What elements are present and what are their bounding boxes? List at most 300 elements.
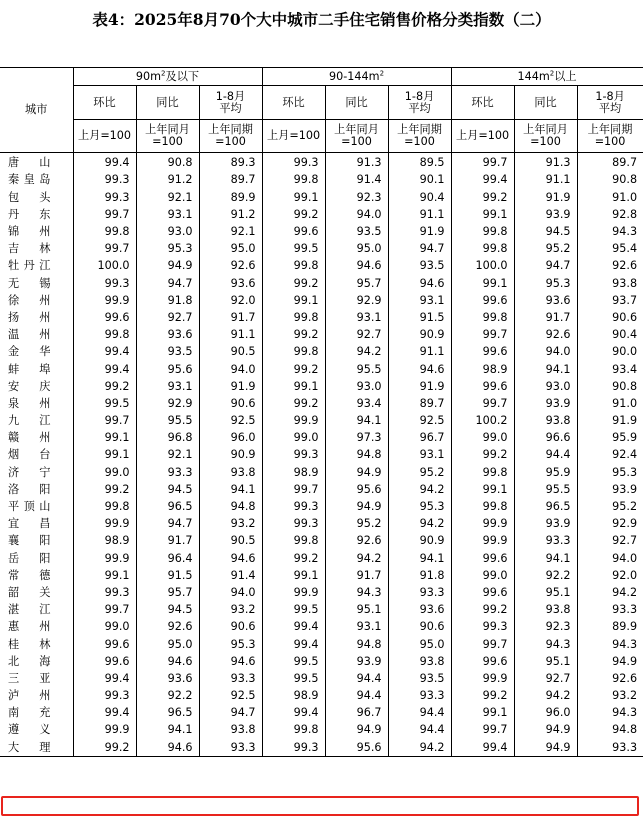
value-cell: 96.5 xyxy=(514,498,577,515)
value-cell: 95.2 xyxy=(577,498,643,515)
value-cell: 99.8 xyxy=(262,721,325,738)
value-cell: 99.3 xyxy=(73,687,136,704)
value-cell: 92.9 xyxy=(325,292,388,309)
value-cell: 94.9 xyxy=(136,257,199,274)
table-row xyxy=(0,240,643,257)
value-cell: 89.9 xyxy=(199,189,262,206)
value-cell: 92.6 xyxy=(577,670,643,687)
value-cell: 94.7 xyxy=(388,240,451,257)
value-cell: 92.2 xyxy=(514,567,577,584)
table-row xyxy=(0,515,643,532)
value-cell: 93.1 xyxy=(388,292,451,309)
group-header-small: $90m^2$及以下 xyxy=(73,68,262,86)
value-cell: 92.1 xyxy=(199,223,262,240)
value-cell: 99.6 xyxy=(73,635,136,652)
city-cell: 南充 xyxy=(8,706,51,720)
table-row xyxy=(0,464,643,481)
value-cell: 99.8 xyxy=(73,326,136,343)
value-cell: 94.0 xyxy=(199,360,262,377)
city-cell: 宜昌 xyxy=(8,517,51,531)
value-cell: 90.8 xyxy=(136,153,199,172)
value-cell: 92.1 xyxy=(136,189,199,206)
value-cell: 94.9 xyxy=(577,653,643,670)
value-cell: 99.8 xyxy=(451,309,514,326)
value-cell: 90.6 xyxy=(388,618,451,635)
table-row xyxy=(0,498,643,515)
value-cell: 90.8 xyxy=(577,378,643,395)
value-cell: 94.6 xyxy=(199,653,262,670)
value-cell: 99.4 xyxy=(262,635,325,652)
value-cell: 99.2 xyxy=(73,481,136,498)
value-cell: 91.9 xyxy=(199,378,262,395)
value-cell: 99.3 xyxy=(73,275,136,292)
value-cell: 94.1 xyxy=(325,412,388,429)
value-cell: 94.1 xyxy=(514,360,577,377)
table-row xyxy=(0,618,643,635)
value-cell: 99.2 xyxy=(262,550,325,567)
value-cell: 89.3 xyxy=(199,153,262,172)
value-cell: 99.4 xyxy=(73,704,136,721)
value-cell: 99.4 xyxy=(73,360,136,377)
subheader-cell: 1-8月 平均 xyxy=(388,86,451,120)
value-cell: 93.6 xyxy=(388,601,451,618)
value-cell: 99.6 xyxy=(451,378,514,395)
value-cell: 93.1 xyxy=(325,618,388,635)
value-cell: 99.0 xyxy=(451,429,514,446)
value-cell: 94.6 xyxy=(136,653,199,670)
value-cell: 99.3 xyxy=(451,618,514,635)
value-cell: 99.2 xyxy=(451,446,514,463)
value-cell: 94.6 xyxy=(388,360,451,377)
value-cell: 93.8 xyxy=(199,721,262,738)
value-cell: 92.5 xyxy=(199,687,262,704)
value-cell: 92.6 xyxy=(199,257,262,274)
value-cell: 96.5 xyxy=(136,498,199,515)
table-row xyxy=(0,257,643,274)
city-cell: 九江 xyxy=(8,414,51,428)
value-cell: 99.3 xyxy=(73,189,136,206)
value-cell: 99.9 xyxy=(73,721,136,738)
value-cell: 94.8 xyxy=(199,498,262,515)
value-cell: 99.8 xyxy=(262,257,325,274)
value-cell: 99.7 xyxy=(73,240,136,257)
value-cell: 99.2 xyxy=(451,601,514,618)
value-cell: 90.8 xyxy=(577,171,643,188)
value-cell: 94.3 xyxy=(577,635,643,652)
value-cell: 93.8 xyxy=(514,601,577,618)
value-cell: 99.9 xyxy=(73,292,136,309)
value-cell: 91.7 xyxy=(136,532,199,549)
value-cell: 95.3 xyxy=(514,275,577,292)
city-cell: 蚌埠 xyxy=(8,362,51,376)
value-cell: 99.5 xyxy=(262,601,325,618)
value-cell: 98.9 xyxy=(73,532,136,549)
value-cell: 91.9 xyxy=(388,223,451,240)
value-cell: 99.1 xyxy=(451,481,514,498)
table-row xyxy=(0,275,643,292)
value-cell: 99.8 xyxy=(262,309,325,326)
subheader-cell: 环比 xyxy=(262,86,325,120)
value-cell: 90.1 xyxy=(388,171,451,188)
value-cell: 94.6 xyxy=(136,739,199,757)
value-cell: 90.9 xyxy=(388,532,451,549)
value-cell: 99.6 xyxy=(451,292,514,309)
city-cell: 平顶山 xyxy=(8,500,51,514)
value-cell: 89.7 xyxy=(577,153,643,172)
value-cell: 94.8 xyxy=(577,721,643,738)
value-cell: 99.6 xyxy=(451,584,514,601)
value-cell: 93.5 xyxy=(136,343,199,360)
table-row xyxy=(0,670,643,687)
city-cell: 包头 xyxy=(8,190,51,204)
value-cell: 99.4 xyxy=(73,153,136,172)
subheader-cell: 同比 xyxy=(136,86,199,120)
value-cell: 93.9 xyxy=(514,395,577,412)
value-cell: 94.9 xyxy=(325,498,388,515)
value-cell: 99.6 xyxy=(262,223,325,240)
table-row xyxy=(0,153,643,172)
table-row xyxy=(0,601,643,618)
value-cell: 99.9 xyxy=(73,515,136,532)
value-cell: 91.7 xyxy=(199,309,262,326)
value-cell: 99.4 xyxy=(451,171,514,188)
value-cell: 94.7 xyxy=(199,704,262,721)
value-cell: 93.8 xyxy=(199,464,262,481)
value-cell: 99.9 xyxy=(451,515,514,532)
value-cell: 97.3 xyxy=(325,429,388,446)
value-cell: 99.7 xyxy=(451,635,514,652)
value-cell: 99.3 xyxy=(262,739,325,757)
value-cell: 99.7 xyxy=(451,326,514,343)
city-cell: 秦皇岛 xyxy=(8,173,51,187)
city-cell: 三亚 xyxy=(8,671,51,685)
value-cell: 90.5 xyxy=(199,532,262,549)
value-cell: 99.8 xyxy=(73,498,136,515)
value-cell: 92.7 xyxy=(325,326,388,343)
value-cell: 95.1 xyxy=(514,584,577,601)
value-cell: 93.9 xyxy=(514,515,577,532)
city-cell: 吉林 xyxy=(8,242,51,256)
value-cell: 93.5 xyxy=(388,257,451,274)
value-cell: 94.7 xyxy=(136,515,199,532)
value-cell: 94.3 xyxy=(577,704,643,721)
table-row xyxy=(0,326,643,343)
value-cell: 90.9 xyxy=(199,446,262,463)
base-header-cell: 上月=100 xyxy=(262,120,325,153)
subheader-cell: 环比 xyxy=(451,86,514,120)
value-cell: 93.6 xyxy=(136,326,199,343)
table-row xyxy=(0,721,643,738)
value-cell: 93.6 xyxy=(136,670,199,687)
value-cell: 99.8 xyxy=(451,240,514,257)
value-cell: 96.8 xyxy=(136,429,199,446)
base-header-cell: 上月=100 xyxy=(451,120,514,153)
value-cell: 99.8 xyxy=(262,532,325,549)
value-cell: 93.3 xyxy=(199,670,262,687)
value-cell: 99.4 xyxy=(262,618,325,635)
value-cell: 95.0 xyxy=(136,635,199,652)
value-cell: 93.8 xyxy=(388,653,451,670)
value-cell: 96.4 xyxy=(136,550,199,567)
base-header-cell: 上年同月 =100 xyxy=(514,120,577,153)
value-cell: 92.5 xyxy=(199,412,262,429)
value-cell: 91.1 xyxy=(199,326,262,343)
value-cell: 95.4 xyxy=(577,240,643,257)
value-cell: 99.4 xyxy=(262,704,325,721)
value-cell: 99.2 xyxy=(262,360,325,377)
value-cell: 93.2 xyxy=(199,601,262,618)
value-cell: 92.3 xyxy=(325,189,388,206)
table-row xyxy=(0,635,643,652)
table-row xyxy=(0,481,643,498)
value-cell: 91.0 xyxy=(577,189,643,206)
table-row xyxy=(0,429,643,446)
value-cell: 99.3 xyxy=(262,515,325,532)
price-index-table xyxy=(0,67,643,757)
value-cell: 94.1 xyxy=(136,721,199,738)
city-cell: 惠州 xyxy=(8,620,51,634)
value-cell: 93.0 xyxy=(514,378,577,395)
value-cell: 99.8 xyxy=(73,223,136,240)
value-cell: 93.1 xyxy=(136,378,199,395)
value-cell: 99.9 xyxy=(73,550,136,567)
value-cell: 95.6 xyxy=(325,481,388,498)
value-cell: 90.6 xyxy=(199,618,262,635)
value-cell: 96.0 xyxy=(514,704,577,721)
table-row xyxy=(0,309,643,326)
value-cell: 90.4 xyxy=(388,189,451,206)
city-cell: 丹东 xyxy=(8,207,51,221)
value-cell: 94.6 xyxy=(325,257,388,274)
value-cell: 94.9 xyxy=(325,464,388,481)
value-cell: 92.0 xyxy=(577,567,643,584)
subheader-cell: 同比 xyxy=(514,86,577,120)
value-cell: 99.0 xyxy=(73,464,136,481)
value-cell: 93.3 xyxy=(136,464,199,481)
city-cell: 北海 xyxy=(8,654,51,668)
value-cell: 94.2 xyxy=(325,550,388,567)
value-cell: 92.6 xyxy=(577,257,643,274)
city-cell: 锦州 xyxy=(8,225,51,239)
value-cell: 95.9 xyxy=(514,464,577,481)
value-cell: 92.6 xyxy=(136,618,199,635)
value-cell: 93.8 xyxy=(514,412,577,429)
value-cell: 95.3 xyxy=(136,240,199,257)
value-cell: 94.4 xyxy=(388,721,451,738)
value-cell: 94.9 xyxy=(514,721,577,738)
value-cell: 91.0 xyxy=(577,395,643,412)
value-cell: 93.3 xyxy=(388,687,451,704)
value-cell: 99.2 xyxy=(262,395,325,412)
value-cell: 93.6 xyxy=(199,275,262,292)
value-cell: 98.9 xyxy=(262,687,325,704)
value-cell: 91.5 xyxy=(136,567,199,584)
value-cell: 99.2 xyxy=(73,378,136,395)
table-row xyxy=(0,292,643,309)
city-cell: 唐山 xyxy=(8,156,51,170)
city-cell: 泸州 xyxy=(8,689,51,703)
value-cell: 95.5 xyxy=(514,481,577,498)
city-cell: 遵义 xyxy=(8,723,51,737)
value-cell: 91.7 xyxy=(325,567,388,584)
table-row xyxy=(0,378,643,395)
value-cell: 98.9 xyxy=(262,464,325,481)
value-cell: 95.6 xyxy=(325,739,388,757)
value-cell: 99.8 xyxy=(262,171,325,188)
value-cell: 94.7 xyxy=(136,275,199,292)
value-cell: 96.7 xyxy=(325,704,388,721)
value-cell: 99.1 xyxy=(262,567,325,584)
group-header-large: $144m^2$以上 xyxy=(451,68,643,86)
value-cell: 95.0 xyxy=(388,635,451,652)
value-cell: 92.1 xyxy=(136,446,199,463)
value-cell: 94.0 xyxy=(577,550,643,567)
value-cell: 99.2 xyxy=(262,275,325,292)
city-cell: 常德 xyxy=(8,568,51,582)
value-cell: 90.6 xyxy=(199,395,262,412)
value-cell: 95.2 xyxy=(325,515,388,532)
value-cell: 91.3 xyxy=(514,153,577,172)
subheader-cell: 同比 xyxy=(325,86,388,120)
value-cell: 94.2 xyxy=(388,739,451,757)
value-cell: 89.9 xyxy=(577,618,643,635)
value-cell: 99.8 xyxy=(262,343,325,360)
value-cell: 95.5 xyxy=(325,360,388,377)
table-row xyxy=(0,446,643,463)
value-cell: 99.5 xyxy=(262,240,325,257)
value-cell: 91.4 xyxy=(325,171,388,188)
city-cell: 桂林 xyxy=(8,637,51,651)
value-cell: 99.5 xyxy=(262,670,325,687)
base-header-cell: 上月=100 xyxy=(73,120,136,153)
city-cell: 徐州 xyxy=(8,293,51,307)
value-cell: 94.3 xyxy=(325,584,388,601)
base-header-cell: 上年同月 =100 xyxy=(136,120,199,153)
value-cell: 99.3 xyxy=(262,153,325,172)
table-row xyxy=(0,223,643,240)
value-cell: 99.8 xyxy=(451,464,514,481)
value-cell: 99.1 xyxy=(451,704,514,721)
table-row xyxy=(0,360,643,377)
value-cell: 93.4 xyxy=(325,395,388,412)
value-cell: 94.4 xyxy=(325,670,388,687)
table-row xyxy=(0,171,643,188)
value-cell: 95.3 xyxy=(577,464,643,481)
value-cell: 94.9 xyxy=(514,739,577,757)
value-cell: 99.8 xyxy=(451,498,514,515)
value-cell: 91.7 xyxy=(514,309,577,326)
value-cell: 93.1 xyxy=(136,206,199,223)
value-cell: 93.3 xyxy=(199,739,262,757)
value-cell: 96.7 xyxy=(388,429,451,446)
value-cell: 99.4 xyxy=(73,670,136,687)
table-title: 表4：2025年8月70个大中城市二手住宅销售价格分类指数（二） xyxy=(92,10,551,29)
value-cell: 92.4 xyxy=(577,446,643,463)
value-cell: 91.1 xyxy=(514,171,577,188)
value-cell: 96.0 xyxy=(199,429,262,446)
value-cell: 93.9 xyxy=(577,481,643,498)
value-cell: 94.9 xyxy=(325,721,388,738)
value-cell: 94.0 xyxy=(514,343,577,360)
value-cell: 94.5 xyxy=(136,481,199,498)
value-cell: 95.1 xyxy=(325,601,388,618)
value-cell: 92.3 xyxy=(514,618,577,635)
value-cell: 93.6 xyxy=(514,292,577,309)
value-cell: 99.1 xyxy=(73,429,136,446)
value-cell: 99.2 xyxy=(451,687,514,704)
value-cell: 94.2 xyxy=(388,515,451,532)
value-cell: 92.0 xyxy=(199,292,262,309)
base-header-cell: 上年同期 =100 xyxy=(388,120,451,153)
base-header-cell: 上年同月 =100 xyxy=(325,120,388,153)
value-cell: 92.8 xyxy=(577,206,643,223)
value-cell: 100.0 xyxy=(451,257,514,274)
city-cell: 泉州 xyxy=(8,396,51,410)
table-row xyxy=(0,206,643,223)
value-cell: 99.6 xyxy=(451,550,514,567)
table-row xyxy=(0,584,643,601)
value-cell: 99.5 xyxy=(262,653,325,670)
value-cell: 98.9 xyxy=(451,360,514,377)
value-cell: 94.7 xyxy=(514,257,577,274)
value-cell: 90.9 xyxy=(388,326,451,343)
value-cell: 95.3 xyxy=(388,498,451,515)
value-cell: 92.5 xyxy=(388,412,451,429)
value-cell: 93.0 xyxy=(325,378,388,395)
value-cell: 89.7 xyxy=(199,171,262,188)
value-cell: 91.4 xyxy=(199,567,262,584)
value-cell: 91.1 xyxy=(388,206,451,223)
value-cell: 93.3 xyxy=(514,532,577,549)
value-cell: 99.7 xyxy=(73,601,136,618)
value-cell: 95.2 xyxy=(388,464,451,481)
value-cell: 99.2 xyxy=(262,326,325,343)
city-cell: 金华 xyxy=(8,345,51,359)
value-cell: 91.1 xyxy=(388,343,451,360)
city-cell: 温州 xyxy=(8,328,51,342)
value-cell: 99.7 xyxy=(73,412,136,429)
value-cell: 99.4 xyxy=(451,739,514,757)
value-cell: 93.3 xyxy=(388,584,451,601)
table-row xyxy=(0,189,643,206)
value-cell: 99.0 xyxy=(451,567,514,584)
value-cell: 93.7 xyxy=(577,292,643,309)
value-cell: 99.1 xyxy=(73,446,136,463)
value-cell: 93.2 xyxy=(577,687,643,704)
value-cell: 93.1 xyxy=(325,309,388,326)
city-cell: 赣州 xyxy=(8,431,51,445)
value-cell: 99.8 xyxy=(451,223,514,240)
table-row xyxy=(0,704,643,721)
value-cell: 99.6 xyxy=(451,343,514,360)
table-row xyxy=(0,567,643,584)
value-cell: 99.3 xyxy=(73,171,136,188)
value-cell: 93.1 xyxy=(388,446,451,463)
city-cell: 无锡 xyxy=(8,276,51,290)
table-row xyxy=(0,343,643,360)
city-cell: 岳阳 xyxy=(8,551,51,565)
value-cell: 94.5 xyxy=(136,601,199,618)
value-cell: 92.6 xyxy=(514,326,577,343)
value-cell: 93.2 xyxy=(199,515,262,532)
subheader-cell: 1-8月 平均 xyxy=(199,86,262,120)
value-cell: 94.5 xyxy=(514,223,577,240)
value-cell: 95.2 xyxy=(514,240,577,257)
value-cell: 94.2 xyxy=(577,584,643,601)
value-cell: 94.1 xyxy=(388,550,451,567)
value-cell: 95.0 xyxy=(325,240,388,257)
value-cell: 90.4 xyxy=(577,326,643,343)
